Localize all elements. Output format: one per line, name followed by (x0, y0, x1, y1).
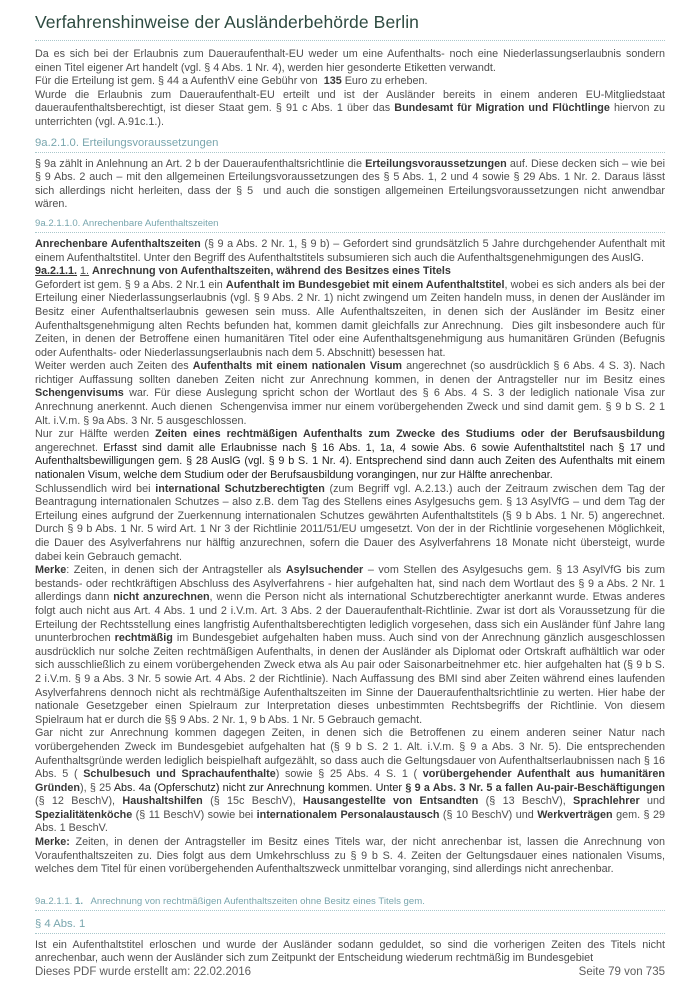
para-titel-erloschen: Ist ein Aufenthaltstitel erloschen und wurde der Ausländer sodann geduldet, so sind die vorherigen Zeiten des Titels nicht anrechenbar, auch wenn der Ausländer sich zum Zeitpunkt der Entscheidung wiederum rechtmäßig im Bundesgebiet (35, 938, 665, 965)
page-title: Verfahrenshinweise der Ausländerbehörde Berlin (35, 8, 665, 41)
heading-anrechnung-ohne-titel: 9a.2.1.1. 1. Anrechnung von rechtmäßigen Aufenthaltszeiten ohne Besitz eines Titels gem. (35, 896, 665, 911)
para-erteilungsvoraussetzungen: § 9a zählt in Anlehnung an Art. 2 b der Daueraufenthaltsrichtlinie die Erteilungsvoraussetzungen auf. Diese decken sich – wie bei § 9 Abs. 2 auch – mit den allgemeinen Erteilungsvoraussetzungen des § 5 Abs. 1, 2 und 4 sowie § 29 Abs. 1 Nr. 2. Daraus lässt sich allerdings nicht herleiten, dass der § 5 und auch die sonstigen allgemeinen Erteilungsvoraussetzungen nicht anwendbar wären. (35, 157, 666, 211)
para-eu-mitgliedstaat: Wurde die Erlaubnis zum Daueraufenthalt-EU erteilt und ist der Ausländer bereits in einem anderen EU-Mitgliedstaat daueraufenthaltsberechtigt, ist dieser Staat gem. § 91 c Abs. 1 über das Bundesamt für Migration und Flüchtlinge hiervon zu unterrichten (vgl. A.91c.1.). (35, 88, 665, 128)
footer-page-number: Seite 79 von 735 (578, 966, 665, 978)
heading-anrechenbare-aufenthaltszeiten: 9a.2.1.1.0. Anrechenbare Aufenthaltszeiten (35, 218, 665, 233)
heading-anrechnung-besitz-titel: 9a.2.1.1. 1. Anrechnung von Aufenthaltszeiten, während des Besitzes eines Titels (35, 265, 451, 278)
para-gebuehr: Für die Erteilung ist gem. § 44 a AufenthV eine Gebühr von 135 Euro zu erheben. (35, 75, 428, 88)
para-international-schutzberechtigte: Schlussendlich wird bei international Schutzberechtigten (zum Begriff vgl. A.2.13.) auch der Zeitraum zwischen dem Tag der Beantragung internationalen Schutzes – also z.B. dem Tag des Stellens eines Asylgesuchs gem. § 13 AsylVfG – und dem Tag der Erteilung eines aufgrund der Zuerkennung internationalen Schutzes gewährten Aufenthaltstitels (§ 9 b Abs. 1 Nr. 5) angerechnet. Durch § 9 b Abs. 1 Nr. 5 wird Art. 1 Nr 3 der Richtlinie 2011/51/EU umgesetzt. Von der in der Richtlinie vorgesehenen Möglichkeit, die Dauer des Asylverfahrens nur hälftig anzurechnen, sofern die Dauer des Asylverfahrens 18 Monate nicht übersteigt, wurde dabei kein Gebrauch gemacht. (35, 482, 666, 563)
para-anrechenbare-aufenthaltszeiten: Anrechenbare Aufenthaltszeiten (§ 9 a Abs. 2 Nr. 1, § 9 b) – Gefordert sind grundsätzlich 5 Jahre durchgehender Aufenthalt mit einem Aufenthaltstitel. Unter den Begriff des Aufenthaltstitels subsumieren sich auch die Aufenthaltsgenehmigungen des AuslG. (35, 237, 666, 264)
footer-created-date: Dieses PDF wurde erstellt am: 22.02.2016 (35, 966, 252, 978)
page-footer (35, 966, 665, 978)
para-daueraufenthalt-etiketten: Da es sich bei der Erlaubnis zum Daueraufenthalt-EU weder um eine Aufenthalts- noch eine Niederlassungserlaubnis sondern einen Titel eigener Art handelt (vgl. § 4 Abs. 1 Nr. 4), werden hier gesonderte Etiketten verwandt. (35, 48, 665, 74)
heading-4-abs-1: § 4 Abs. 1 (35, 918, 665, 934)
para-merke-titel-nicht-anrechenbar: Merke: Zeiten, in denen der Antragsteller im Besitz eines Titels war, der nicht anrechenbar ist, lassen die Anrechnung von Voraufenthaltszeiten zu. Dies folgt aus dem Umkehrschluss zu § 9 b S. 4. Zeiten der Geltungsdauer eines nationalen Visums, welches dem Titel für einen vorübergehenden Aufenthaltszweck unmittelbar voranging, sind allerdings nicht anrechenbar. (35, 836, 665, 876)
para-nationales-visum: Weiter werden auch Zeiten des Aufenthalts mit einem nationalen Visum angerechnet (so ausdrücklich § 6 Abs. 4 S. 3). Nach richtiger Auffassung sollten daneben Zeiten nicht zur Anrechnung kommen, in denen der Antragsteller nur im Besitz eines Schengenvisums war. Für diese Auslegung spricht schon der Wortlaut des § 6 Abs. 4 S. 3 der lediglich nationale Visa zur Anrechnung anerkennt. Auch dienen Schengenvisa immer nur einem vorübergehenden Zweck und sind damit gem. § 9 b S. 2 1 Alt. i.V.m. § 9a Abs. 3 Nr. 5 ausgeschlossen. (35, 360, 665, 427)
para-gar-nicht-anrechnung: Gar nicht zur Anrechnung kommen dagegen Zeiten, in denen sich die Betroffenen zu einem anderen seiner Natur nach vorübergehenden Zweck im Bundesgebiet aufgehalten hat (§ 9 b S. 2 1. Alt. i.V.m. § 9 a Abs. 3 Nr. 5). Die entsprechenden Aufenthaltsgründe werden lediglich beispielhaft aufgezählt, so dass auch die Geltungsdauer von Aufenthaltserlaubnissen nach § 16 Abs. 5 ( Schulbesuch und Sprachaufenthalte) sowie § 25 Abs. 4 S. 1 ( vorübergehender Aufenthalt aus humanitären Gründen), § 25 Abs. 4a (Opferschutz) nicht zur Anrechnung kommen. Unter § 9 a Abs. 3 Nr. 5 a fallen Au-pair-Beschäftigungen (§ 12 BeschV), Haushaltshilfen (§ 15c BeschV), Hausangestellte von Entsandten (§ 13 BeschV), Sprachlehrer und Spezialitätenköche (§ 11 BeschV) sowie bei internationalem Personalaustausch (§ 10 BeschV) und Werkverträgen gem. § 29 Abs. 1 BeschV. (35, 727, 666, 835)
para-gefordert-titel: Gefordert ist gem. § 9 a Abs. 2 Nr.1 ein Aufenthalt im Bundesgebiet mit einem Aufenthaltstitel, wobei es sich anders als bei der Erteilung einer Niederlassungserlaubnis (vgl. § 9 Abs. 2 Nr. 1) nicht zwingend um Zeiten handeln muss, in denen der Ausländer im Besitz einer Aufenthaltserlaubnis gewesen sein muss. Alle Aufenthaltszeiten, in denen sich der Ausländer im Besitz einer Aufenthaltsgenehmigung alten Rechts befunden hat, kommen damit gleichfalls zur Anrechnung. Dies gilt insbesondere auch für Zeiten, in denen der Betroffene einen humanitären Titel oder eine Aufenthaltsgenehmigung aus humanitären Gründen (Befugnis oder Aufenthalts- oder Niederlassungserlaubnis nach dem 5. Abschnitt) besessen hat. (35, 278, 665, 359)
para-studium-halbe-anrechnung: Nur zur Hälfte werden Zeiten eines rechtmäßigen Aufenthalts zum Zwecke des Studiums oder der Berufsausbildung angerechnet. Erfasst sind damit alle Erlaubnisse nach § 16 Abs. 1, 1a, 4 sowie Abs. 6 sowie Aufenthaltstitel nach § 17 und Aufenthaltsbewilligungen gem. § 28 AuslG (vgl. § 9 b S. 1 Nr. 4). Entsprechend sind dann auch Zeiten des Aufenthalts mit einem nationalen Visum, welche dem Studium oder der Berufsausbildung vorangingen, nur zur Hälfte anrechenbar. (35, 428, 665, 482)
heading-erteilungsvoraussetzungen: 9a.2.1.0. Erteilungsvoraussetzungen (35, 137, 665, 153)
para-merke-asylsuchender: Merke: Zeiten, in denen sich der Antragsteller als Asylsuchender – vom Stellen des Asylgesuchs gem. § 13 AsylVfG bis zum bestands- oder rechtkräftigen Abschluss des Asylverfahrens - hier aufgehalten hat, sind nach dem Wortlaut des § 9 a Abs. 2 Nr. 1 allerdings dann nicht anzurechnen, wenn die Person nicht als international Schutzberechtigter anerkannt wurde. Etwas anderes folgt auch nicht aus Art. 4 Abs. 1 und 2 i.V.m. Art. 3 Abs. 2 der Daueraufenthalt-Richtlinie. Zwar ist dort als Voraussetzung für die Erteilung der Rechtsstellung eines langfristig Aufenthaltsberechtigten lediglich vorgesehen, dass sich ein Ausländer fünf Jahre lang ununterbrochen rechtmäßig im Bundesgebiet aufgehalten haben muss. Auch sind von der Anrechnung gänzlich ausgeschlossen ausdrücklich nur solche Zeiten rechtmäßigen Aufenthalts, in denen der Ausländer als Diplomat oder Ortskraft aufhältlich war oder sich ausschließlich zu einem vorübergehenden Zweck etwa als Au pair oder Saisonarbeitnehmer etc. hier aufgehalten hat (§ 9 b S. 2 i.V.m. § 9 a Abs. 3 Nr. 5 sowie Art. 4 Abs. 2 der Richtlinie). Nach Auffassung des BMI sind aber Zeiten während eines laufenden Asylverfahrens dennoch nicht als rechtmäßige Aufenthaltszeiten im Sinne der Daueraufenthaltsrichtlinie zu werten. Hier habe der nationale Gesetzgeber einen Spielraum zur Interpretation dieses unbestimmten Rechtsbegriffs der Richtlinie. Von diesem Spielraum hat er durch die §§ 9 Abs. 2 Nr. 1, 9 b Abs. 1 Nr. 5 Gebrauch gemacht. (35, 564, 666, 726)
document-content (35, 48, 665, 966)
